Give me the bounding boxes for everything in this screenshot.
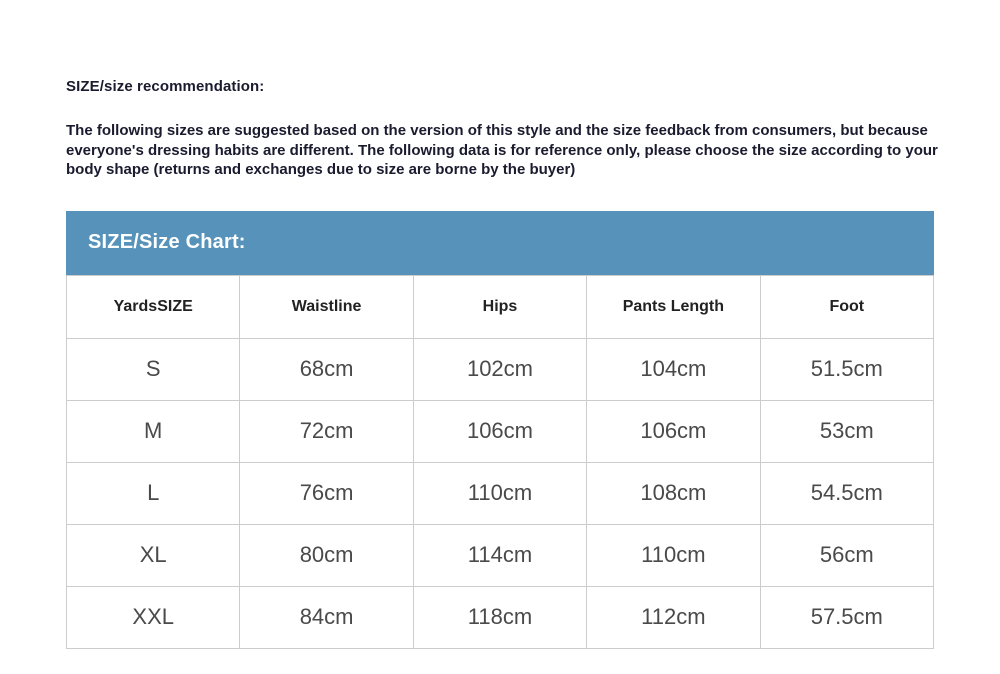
table-row-l [67,462,934,524]
size-recommendation-heading: SIZE/size recommendation: [66,78,265,95]
pants-length-cell: 108cm [587,462,760,524]
column-header-yards-size: YardsSIZE [67,275,240,338]
foot-cell: 56cm [760,524,933,586]
foot-cell: 53cm [760,400,933,462]
foot-cell: 57.5cm [760,586,933,648]
foot-cell: 51.5cm [760,338,933,400]
size-chart-table [66,275,934,649]
waistline-cell: 84cm [240,586,413,648]
column-header-pants-length: Pants Length [587,275,760,338]
column-header-foot: Foot [760,275,933,338]
foot-cell: 54.5cm [760,462,933,524]
pants-length-cell: 104cm [587,338,760,400]
column-header-waistline: Waistline [240,275,413,338]
waistline-cell: 72cm [240,400,413,462]
waistline-cell: 68cm [240,338,413,400]
hips-cell: 110cm [413,462,586,524]
pants-length-cell: 112cm [587,586,760,648]
column-header-hips: Hips [413,275,586,338]
pants-length-cell: 106cm [587,400,760,462]
size-disclaimer-text: The following sizes are suggested based on the version of this style and the size feedback from consumers, but because everyone's dressing habits are different. The following data is for reference only, please choose the size according to your body shape (returns and exchanges due to size are borne by the buyer) [66,122,938,178]
pants-length-cell: 110cm [587,524,760,586]
waistline-cell: 80cm [240,524,413,586]
size-label-cell: XXL [67,586,240,648]
hips-cell: 106cm [413,400,586,462]
table-row-s [67,338,934,400]
hips-cell: 114cm [413,524,586,586]
table-row-xl [67,524,934,586]
waistline-cell: 76cm [240,462,413,524]
size-chart-title: SIZE/Size Chart: [88,231,246,253]
hips-cell: 118cm [413,586,586,648]
size-label-cell: S [67,338,240,400]
size-label-cell: M [67,400,240,462]
table-row-m [67,400,934,462]
size-label-cell: XL [67,524,240,586]
table-header-row [67,275,934,338]
table-row-xxl [67,586,934,648]
hips-cell: 102cm [413,338,586,400]
size-chart-title-bar [66,211,934,275]
size-label-cell: L [67,462,240,524]
